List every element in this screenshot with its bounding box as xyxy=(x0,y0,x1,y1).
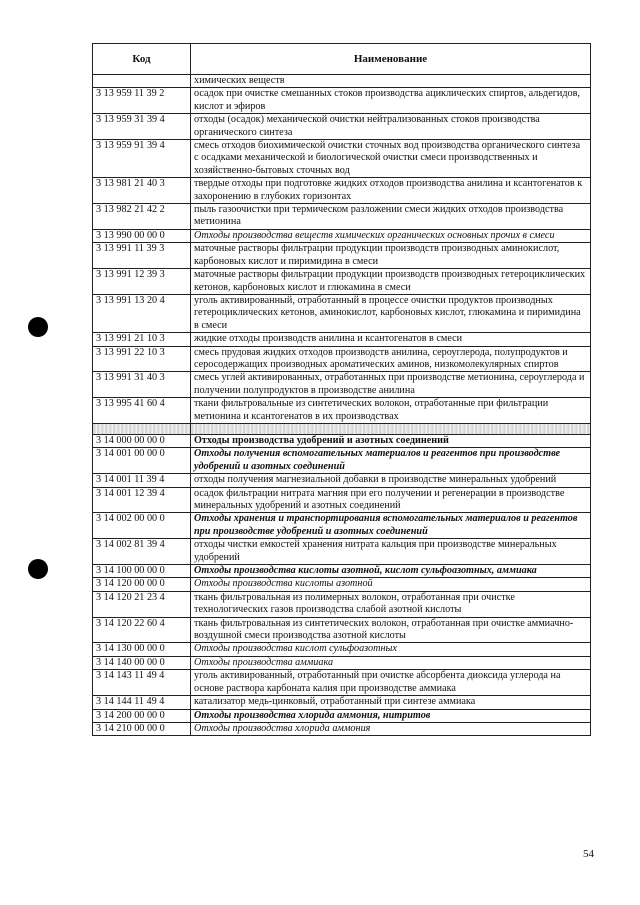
table-row xyxy=(93,333,591,346)
row-name: Отходы производства аммиака xyxy=(191,656,591,669)
table-row xyxy=(93,114,591,140)
header-name: Наименование xyxy=(191,44,591,75)
row-code xyxy=(93,75,191,88)
binder-hole-bottom xyxy=(28,559,48,579)
binder-hole-top xyxy=(28,317,48,337)
table-row xyxy=(93,722,591,735)
row-name: пыль газоочистки при термическом разложении смеси жидких отходов производства метионина xyxy=(191,204,591,230)
row-name: ткани фильтровальные из синтетических волокон, отработанные при фильтрации метионина и ксантогенатов в их производствах xyxy=(191,398,591,424)
row-code: 3 13 990 00 00 0 xyxy=(93,229,191,242)
row-code: 3 13 981 21 40 3 xyxy=(93,178,191,204)
table-row xyxy=(93,75,591,88)
row-code: 3 13 959 91 39 4 xyxy=(93,140,191,178)
table-row xyxy=(93,474,591,487)
row-name: уголь активированный, отработанный в процессе очистки продуктов производных гетероциклических кетонов, аминокислот, карбоновых кислот, глюкамина и пиримидина в смеси xyxy=(191,294,591,332)
table-row xyxy=(93,269,591,295)
row-code: 3 14 100 00 00 0 xyxy=(93,565,191,578)
row-name xyxy=(191,423,591,434)
table-row xyxy=(93,88,591,114)
row-name: Отходы производства хлорида аммония xyxy=(191,722,591,735)
row-code: 3 13 991 21 10 3 xyxy=(93,333,191,346)
header-code: Код xyxy=(93,44,191,75)
table-row xyxy=(93,578,591,591)
row-code: 3 13 991 11 39 3 xyxy=(93,243,191,269)
row-name: катализатор медь-цинковый, отработанный при синтезе аммиака xyxy=(191,696,591,709)
row-name: жидкие отходы производств анилина и ксантогенатов в смеси xyxy=(191,333,591,346)
table-row xyxy=(93,178,591,204)
table-row xyxy=(93,294,591,332)
row-name: смесь прудовая жидких отходов производств анилина, сероуглерода, полупродуктов и серосодержащих производных ароматических аминов, низкомолекулярных спиртов xyxy=(191,346,591,372)
table-row xyxy=(93,591,591,617)
row-name: смесь углей активированных, отработанных при производстве метионина, сероуглерода и получении полупродуктов в производстве анилина xyxy=(191,372,591,398)
table-row xyxy=(93,372,591,398)
row-code: 3 14 143 11 49 4 xyxy=(93,670,191,696)
table-row xyxy=(93,243,591,269)
row-code: 3 13 991 12 39 3 xyxy=(93,269,191,295)
row-code: 3 13 991 13 20 4 xyxy=(93,294,191,332)
separator-row xyxy=(93,423,591,434)
row-code: 3 14 144 11 49 4 xyxy=(93,696,191,709)
row-name: твердые отходы при подготовке жидких отходов производства анилина и ксантогенатов к захоронению в глубоких горизонтах xyxy=(191,178,591,204)
row-name: Отходы производства веществ химических органических основных прочих в смеси xyxy=(191,229,591,242)
table-header-row xyxy=(93,44,591,75)
row-name: Отходы производства хлорида аммония, нитритов xyxy=(191,709,591,722)
row-name: осадок при очистке смешанных стоков производства ациклических спиртов, альдегидов, кислот и эфиров xyxy=(191,88,591,114)
row-name: Отходы получения вспомогательных материалов и реагентов при производстве удобрений и азотных соединений xyxy=(191,448,591,474)
table-row xyxy=(93,539,591,565)
row-name: отходы чистки емкостей хранения нитрата кальция при производстве минеральных удобрений xyxy=(191,539,591,565)
row-name: осадок фильтрации нитрата магния при его получении и регенерации в производстве минеральных удобрений и азотных соединений xyxy=(191,487,591,513)
row-name: Отходы хранения и транспортирования вспомогательных материалов и реагентов при производстве удобрений и азотных соединений xyxy=(191,513,591,539)
row-code: 3 14 210 00 00 0 xyxy=(93,722,191,735)
table-row xyxy=(93,434,591,447)
table-row xyxy=(93,487,591,513)
row-name: Отходы производства удобрений и азотных соединений xyxy=(191,434,591,447)
table-row xyxy=(93,398,591,424)
table-row xyxy=(93,229,591,242)
table-row xyxy=(93,140,591,178)
row-code: 3 14 140 00 00 0 xyxy=(93,656,191,669)
row-code: 3 14 120 21 23 4 xyxy=(93,591,191,617)
row-name: ткань фильтровальная из синтетических волокон, отработанная при очистке аммиачно-воздушной смеси производства азотной кислоты xyxy=(191,617,591,643)
row-code: 3 14 002 00 00 0 xyxy=(93,513,191,539)
table-row xyxy=(93,617,591,643)
table-row xyxy=(93,643,591,656)
row-code: 3 14 120 22 60 4 xyxy=(93,617,191,643)
table-row xyxy=(93,696,591,709)
table-row xyxy=(93,656,591,669)
row-code: 3 14 200 00 00 0 xyxy=(93,709,191,722)
table-row xyxy=(93,565,591,578)
row-code: 3 14 130 00 00 0 xyxy=(93,643,191,656)
row-code: 3 14 001 12 39 4 xyxy=(93,487,191,513)
row-name: маточные растворы фильтрации продукции производств производных аминокислот, карбоновых кислот и пиримидина в смеси xyxy=(191,243,591,269)
page-number: 54 xyxy=(583,848,594,860)
row-name: отходы получения магнезиальной добавки в производстве минеральных удобрений xyxy=(191,474,591,487)
table-row xyxy=(93,670,591,696)
waste-code-table xyxy=(92,43,591,736)
row-code: 3 13 991 22 10 3 xyxy=(93,346,191,372)
row-name: химических веществ xyxy=(191,75,591,88)
row-code: 3 13 959 31 39 4 xyxy=(93,114,191,140)
row-code: 3 14 002 81 39 4 xyxy=(93,539,191,565)
row-code: 3 13 995 41 60 4 xyxy=(93,398,191,424)
table-row xyxy=(93,204,591,230)
row-code xyxy=(93,423,191,434)
row-name: уголь активированный, отработанный при очистке абсорбента диоксида углерода на основе раствора карбоната калия при производстве аммиака xyxy=(191,670,591,696)
row-code: 3 13 959 11 39 2 xyxy=(93,88,191,114)
table-row xyxy=(93,346,591,372)
row-name: Отходы производства кислот сульфоазотных xyxy=(191,643,591,656)
row-code: 3 14 001 00 00 0 xyxy=(93,448,191,474)
row-code: 3 14 000 00 00 0 xyxy=(93,434,191,447)
table-row xyxy=(93,448,591,474)
row-code: 3 14 001 11 39 4 xyxy=(93,474,191,487)
row-name: Отходы производства кислоты азотной, кислот сульфоазотных, аммиака xyxy=(191,565,591,578)
row-name: маточные растворы фильтрации продукции производств производных гетероциклических кетонов, карбоновых кислот и глюкамина в смеси xyxy=(191,269,591,295)
row-name: ткань фильтровальная из полимерных волокон, отработанная при очистке технологических газов производства слабой азотной кислоты xyxy=(191,591,591,617)
table-row xyxy=(93,709,591,722)
table-body xyxy=(93,75,591,736)
row-name: смесь отходов биохимической очистки сточных вод производства органического синтеза с осадками механической и биологической очистки смеси производственных и хозяйственно-бытовых сточных вод xyxy=(191,140,591,178)
table-row xyxy=(93,513,591,539)
row-name: отходы (осадок) механической очистки нейтрализованных стоков производства органического синтеза xyxy=(191,114,591,140)
row-code: 3 13 991 31 40 3 xyxy=(93,372,191,398)
row-code: 3 14 120 00 00 0 xyxy=(93,578,191,591)
row-code: 3 13 982 21 42 2 xyxy=(93,204,191,230)
row-name: Отходы производства кислоты азотной xyxy=(191,578,591,591)
